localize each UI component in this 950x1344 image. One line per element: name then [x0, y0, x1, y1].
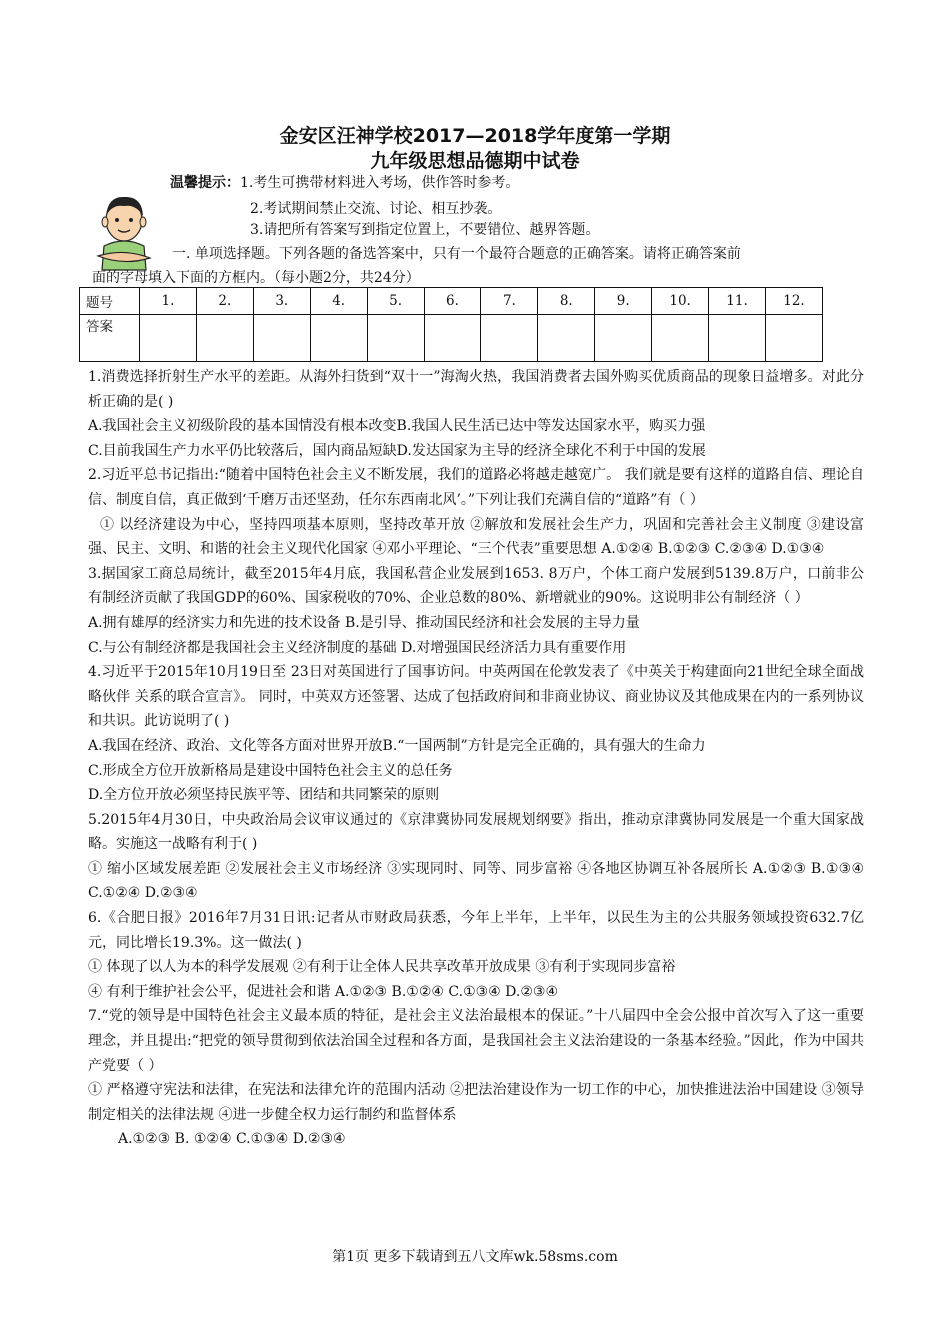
question-6-stem: 6.《合肥日报》2016年7月31日讯:记者从市财政局获悉，今年上半年，上半年，以民生为主的公共服务领域投资632.7亿元，同比增长19.3%。这一做法( ) — [88, 910, 864, 951]
question-1-stem: 1.消费选择折射生产水平的差距。从海外扫货到“双十一”海淘火热，我国消费者去国外购买优质商品的现象日益增多。对此分析正确的是( ) — [88, 369, 864, 410]
answer-label: 答案 — [80, 315, 140, 362]
answer-cell[interactable] — [652, 315, 709, 362]
question-5-stem: 5.2015年4月30日，中央政治局会议审议通过的《京津冀协同发展规划纲要》指出，推动京津冀协同发展是一个重大国家战略。实施这一战略有利于( ) — [88, 811, 864, 853]
question-1-options-cd: C.目前我国生产力水平仍比较落后，国内商品短缺D.发达国家为主导的经济全球化不利于中国的发展 — [88, 442, 706, 459]
question-6-choices-2: ④ 有利于维护社会公平，促进社会和谐 A.①②③ B.①②④ C.①③④ D.②③④ — [88, 983, 558, 1000]
question-3-options-cd: C.与公有制经济都是我国社会主义经济制度的基础 D.对增强国民经济活力具有重要作用 — [88, 639, 627, 656]
answer-cell[interactable] — [595, 315, 652, 362]
question-number-cell: 6. — [424, 288, 481, 315]
answer-table-answer-row — [80, 315, 823, 362]
question-4-option-c: C.形成全方位开放新格局是建设中国特色社会主义的总任务 — [88, 762, 453, 779]
answer-cell[interactable] — [765, 315, 822, 362]
question-number-cell: 7. — [481, 288, 538, 315]
question-2-choices: ① 以经济建设为中心，坚持四项基本原则，坚持改革开放 ②解放和发展社会生产力，巩固和完善社会主义制度 ③建设富强、民主、文明、和谐的社会主义现代化国家 ④邓小平理论、“三个代表”重要思想 A.①②④ B.①②③ C.②③④ D.①③④ — [88, 516, 864, 558]
question-5-choices: ① 缩小区域发展差距 ②发展社会主义市场经济 ③实现同时、同等、同步富裕 ④各地区协调互补各展所长 A.①②③ B.①③④ C.①②④ D.②③④ — [88, 860, 864, 902]
question-number-cell: 10. — [652, 288, 709, 315]
question-number-cell: 8. — [538, 288, 595, 315]
question-number-label: 题号 — [80, 288, 140, 315]
question-7-stem: 7.“党的领导是中国特色社会主义最本质的特征，是社会主义法治最根本的保证。”十八届四中全会公报中首次写入了这一重要理念，并且提出:“把党的领导贯彻到依法治国全过程和各方面，是我国社会主义法治建设的一条基本经验。”因此，作为中国共产党要（ ） — [88, 1008, 864, 1074]
question-number-cell: 3. — [253, 288, 310, 315]
cartoon-boy-icon — [88, 186, 160, 272]
question-7-options: A.①②③ B. ①②④ C.①③④ D.②③④ — [118, 1131, 346, 1148]
answer-cell[interactable] — [709, 315, 766, 362]
section1-intro — [92, 242, 862, 290]
answer-cell[interactable] — [424, 315, 481, 362]
question-number-cell: 12. — [765, 288, 822, 315]
answer-table — [79, 287, 823, 362]
tip-item-1: 1.考生可携带材料进入考场，供作答时参考。 — [240, 175, 520, 191]
question-number-cell: 2. — [196, 288, 253, 315]
answer-cell[interactable] — [196, 315, 253, 362]
tip-item-3: 3.请把所有答案写到指定位置上，不要错位、越界答题。 — [250, 222, 600, 238]
answer-cell[interactable] — [367, 315, 424, 362]
answer-cell[interactable] — [538, 315, 595, 362]
tip-row-1 — [170, 173, 519, 193]
question-number-cell: 11. — [709, 288, 766, 315]
question-4-stem: 4.习近平于2015年10月19日至 23日对英国进行了国事访问。中英两国在伦敦发表了《中英关于构建面向21世纪全球全面战略伙伴 关系的联合宣言》。 同时，中英双方还签署、达成了包括政府间和非商业协议、商业协议及其他成果在内的一系列协议和共识。此访说明了( ) — [88, 664, 864, 730]
question-4-option-d: D.全方位开放必须坚持民族平等、团结和共同繁荣的原则 — [88, 787, 440, 804]
question-3-options-ab: A.拥有雄厚的经济实力和先进的技术设备 B.是引导、推动国民经济和社会发展的主导力量 — [88, 614, 640, 631]
section1-intro-line1: 一. 单项选择题。下列各题的备选答案中，只有一个最符合题意的正确答案。请将正确答案前 — [172, 246, 741, 262]
exam-title-line1: 金安区汪神学校2017—2018学年度第一学期 — [279, 125, 671, 147]
answer-cell[interactable] — [253, 315, 310, 362]
exam-title-line2: 九年级思想品德期中试卷 — [370, 150, 580, 172]
question-6-choices-1: ① 体现了以人为本的科学发展观 ②有利于让全体人民共享改革开放成果 ③有利于实现同步富裕 — [88, 959, 676, 976]
question-number-cell: 4. — [310, 288, 367, 315]
answer-cell[interactable] — [481, 315, 538, 362]
question-2-stem: 2.习近平总书记指出:“随着中国特色社会主义不断发展，我们的道路必将越走越宽广。 我们就是要有这样的道路自信、理论自信、制度自信，真正做到‘千磨万击还坚劲，任尔东西南北风’。”下列让我们充满自信的“道路”有（ ） — [88, 467, 864, 508]
question-1-options-ab: A.我国社会主义初级阶段的基本国情没有根本改变B.我国人民生活已达中等发达国家水平，购买力强 — [88, 418, 706, 435]
answer-cell[interactable] — [310, 315, 367, 362]
tip-item-2: 2.考试期间禁止交流、讨论、相互抄袭。 — [250, 201, 502, 217]
tips-label: 温馨提示： — [170, 175, 240, 191]
answer-cell[interactable] — [140, 315, 197, 362]
page-footer: 第1页 更多下载请到五八文库wk.58sms.com — [332, 1249, 618, 1265]
question-number-cell: 9. — [595, 288, 652, 315]
question-number-cell: 1. — [140, 288, 197, 315]
question-number-cell: 5. — [367, 288, 424, 315]
section1-intro-line2: 面的字母填入下面的方框内。（每小题2分，共24分） — [92, 270, 420, 286]
question-7-choices: ① 严格遵守宪法和法律，在宪法和法律允许的范围内活动 ②把法治建设作为一切工作的中心，加快推进法治中国建设 ③领导制定相关的法律法规 ④进一步健全权力运行制约和监督体系 — [88, 1082, 864, 1123]
question-3-stem: 3.据国家工商总局统计，截至2015年4月底，我国私营企业发展到1653. 8万户，个体工商户发展到5139.8万户，口前非公有制经济贡献了我国GDP的60%、国家税收的70%、企业总数的80%、新增就业的90%。这说明非公有制经济（ ） — [88, 565, 864, 607]
question-4-options-ab: A.我国在经济、政治、文化等各方面对世界开放B.“一国两制”方针是完全正确的，具有强大的生命力 — [88, 737, 706, 754]
questions-body — [88, 365, 864, 1152]
answer-table-header-row — [80, 288, 823, 315]
